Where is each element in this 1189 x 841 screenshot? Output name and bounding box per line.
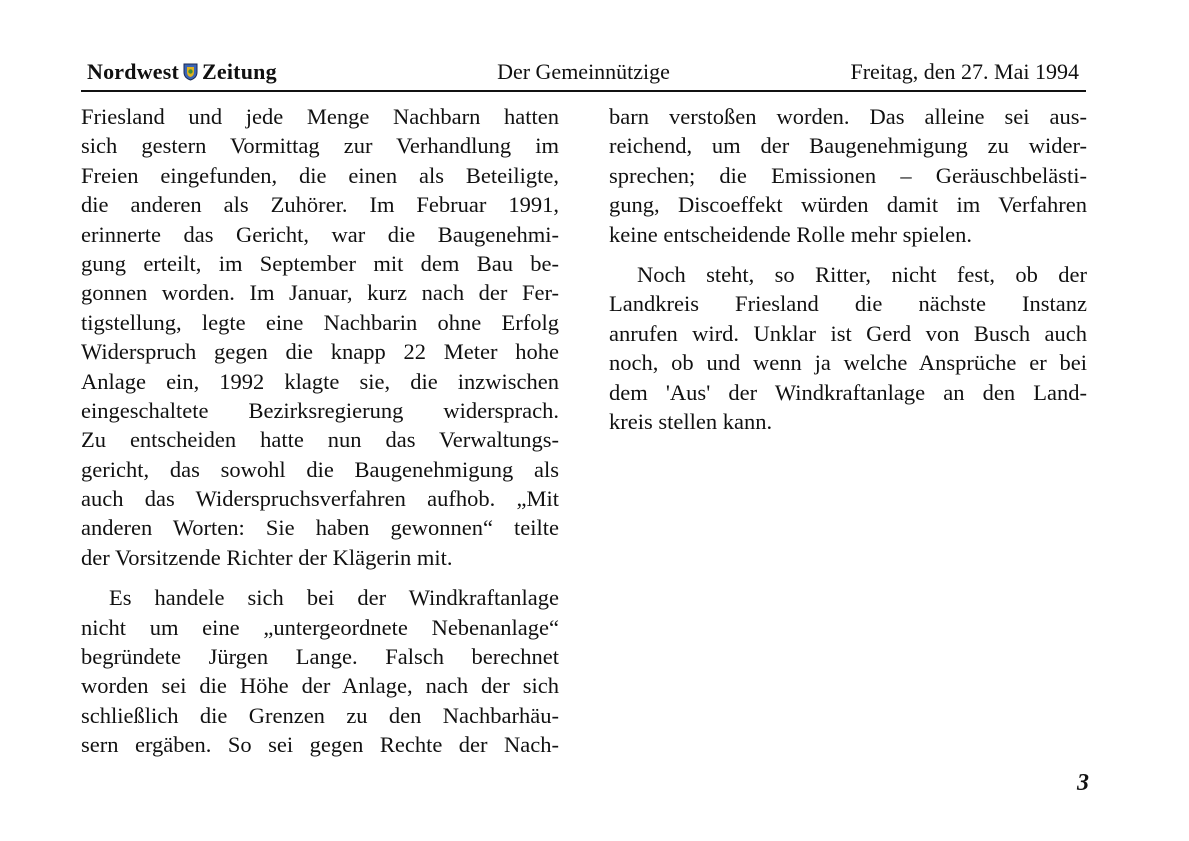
paragraph	[609, 260, 1087, 436]
publication-date: Freitag, den 27. Mai 1994	[850, 59, 1079, 84]
text-line: der Vorsitzende Richter der Klägerin mit.	[81, 544, 453, 570]
text-line: Landkreis Friesland die nächste Instanz	[609, 291, 1087, 317]
masthead-word-zeitung: Zeitung	[202, 59, 277, 84]
text-line: anrufen wird. Unklar ist Gerd von Busch auch	[609, 320, 1087, 346]
text-line: kreis stellen kann.	[609, 408, 773, 434]
paragraph	[81, 583, 559, 759]
text-line: worden sei die Höhe der Anlage, nach der sich	[81, 673, 559, 699]
text-line: barn verstoßen worden. Das alleine sei aus-	[609, 104, 1087, 129]
text-line: Anlage ein, 1992 klagte sie, die inzwischen	[81, 368, 559, 394]
text-line: Es handele sich bei der Windkraftanlage	[109, 585, 559, 611]
text-line: nicht um eine „untergeordnete Nebenanlage“	[81, 614, 559, 640]
text-line: gericht, das sowohl die Baugenehmigung als	[81, 456, 559, 482]
text-line: sern ergäben. So sei gegen Rechte der Nach-	[81, 732, 559, 758]
text-line: die anderen als Zuhörer. Im Februar 1991,	[81, 192, 559, 218]
text-line: noch, ob und wenn ja welche Ansprüche er bei	[609, 350, 1087, 376]
text-line: erinnerte das Gericht, war die Baugenehmi-	[81, 221, 559, 247]
text-line: Zu entscheiden hatte nun das Verwaltungs-	[81, 427, 559, 453]
text-line: schließlich die Grenzen zu den Nachbarhäu-	[81, 702, 559, 728]
article-column-left	[81, 102, 559, 760]
text-line: sich gestern Vormittag zur Verhandlung im	[81, 133, 559, 159]
publication-title: Der Gemeinnützige	[497, 59, 670, 84]
text-line: Freien eingefunden, die einen als Beteiligte,	[81, 162, 559, 188]
masthead-word-nordwest: Nordwest	[87, 59, 180, 84]
text-line: eingeschaltete Bezirksregierung widersprach.	[81, 397, 559, 423]
paragraph	[609, 102, 1087, 249]
text-line: keine entscheidende Rolle mehr spielen.	[609, 221, 972, 247]
page-number: 3	[1077, 770, 1089, 796]
text-line: tigstellung, legte eine Nachbarin ohne Erfolg	[81, 309, 559, 335]
text-line: gung, Discoeffekt würden damit im Verfahren	[609, 192, 1087, 218]
paragraph	[81, 102, 559, 572]
text-line: dem 'Aus' der Windkraftanlage an den Land-	[609, 379, 1087, 405]
page-header	[81, 56, 1086, 92]
text-line: Friesland und jede Menge Nachbarn hatten	[81, 104, 559, 129]
text-line: reichend, um der Baugenehmigung zu wider-	[609, 133, 1087, 159]
text-line: gonnen worden. Im Januar, kurz nach der Fer-	[81, 280, 559, 306]
text-line: Noch steht, so Ritter, nicht fest, ob der	[637, 261, 1087, 287]
text-line: Widerspruch gegen die knapp 22 Meter hohe	[81, 339, 559, 365]
text-line: anderen Worten: Sie haben gewonnen“ teilte	[81, 515, 559, 541]
article-column-right	[609, 102, 1087, 436]
text-line: begründete Jürgen Lange. Falsch berechnet	[81, 644, 559, 670]
text-line: sprechen; die Emissionen – Geräuschbelästi-	[609, 162, 1087, 188]
text-line: gung erteilt, im September mit dem Bau be-	[81, 250, 559, 276]
text-line: auch das Widerspruchsverfahren aufhob. „Mit	[81, 486, 559, 512]
